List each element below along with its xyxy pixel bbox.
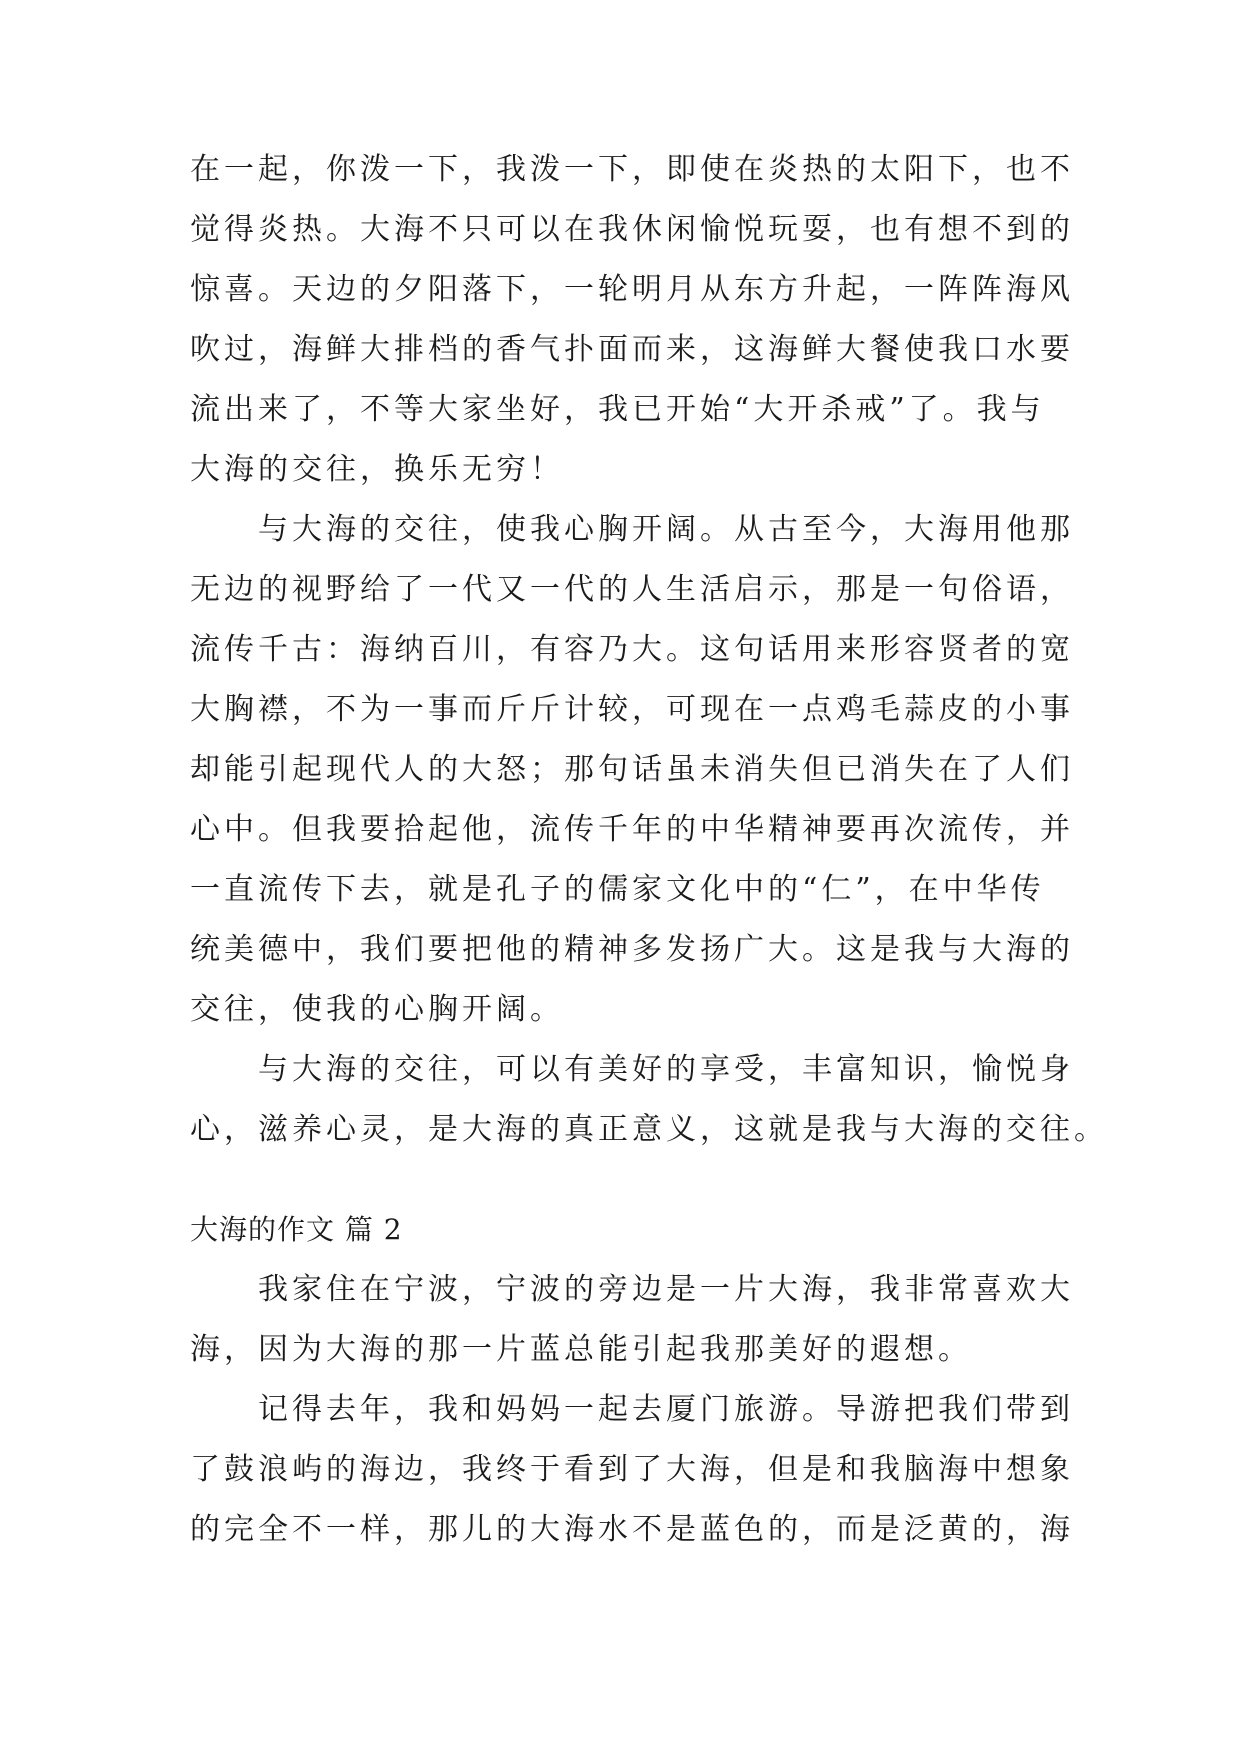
text-line: 流出来了，不等大家坐好，我已开始“大开杀戒”了。我与 <box>190 392 1045 427</box>
text-line: 心，滋养心灵，是大海的真正意义，这就是我与大海的交往。 <box>190 1112 1108 1147</box>
paragraph-start-line: 与大海的交往，使我心胸开阔。从古至今，大海用他那 <box>190 512 1074 547</box>
text-line: 大海的交往，换乐无穷！ <box>190 452 564 487</box>
section-heading: 大海的作文 篇 2 <box>190 1213 403 1246</box>
text-line: 交往，使我的心胸开阔。 <box>190 992 564 1027</box>
text-line: 惊喜。天边的夕阳落下，一轮明月从东方升起，一阵阵海风 <box>190 272 1074 307</box>
text-line: 海，因为大海的那一片蓝总能引起我那美好的遐想。 <box>190 1332 972 1367</box>
text-line: 统美德中，我们要把他的精神多发扬广大。这是我与大海的 <box>190 932 1074 967</box>
paragraph-start-line: 与大海的交往，可以有美好的享受，丰富知识，愉悦身 <box>190 1052 1074 1087</box>
text-line: 却能引起现代人的大怒；那句话虽未消失但已消失在了人们 <box>190 752 1074 787</box>
text-line: 吹过，海鲜大排档的香气扑面而来，这海鲜大餐使我口水要 <box>190 332 1074 367</box>
text-line: 无边的视野给了一代又一代的人生活启示，那是一句俗语， <box>190 572 1074 607</box>
text-line: 一直流传下去，就是孔子的儒家文化中的“仁”，在中华传 <box>190 872 1045 907</box>
text-line: 大胸襟，不为一事而斤斤计较，可现在一点鸡毛蒜皮的小事 <box>190 692 1074 727</box>
text-line: 在一起，你泼一下，我泼一下，即使在炎热的太阳下，也不 <box>190 152 1074 187</box>
paragraph-start-line: 我家住在宁波，宁波的旁边是一片大海，我非常喜欢大 <box>190 1272 1074 1307</box>
text-line: 流传千古：海纳百川，有容乃大。这句话用来形容贤者的宽 <box>190 632 1074 667</box>
text-line: 心中。但我要拾起他，流传千年的中华精神要再次流传，并 <box>190 812 1074 847</box>
text-line: 了鼓浪屿的海边，我终于看到了大海，但是和我脑海中想象 <box>190 1452 1074 1487</box>
paragraph-start-line: 记得去年，我和妈妈一起去厦门旅游。导游把我们带到 <box>190 1392 1074 1427</box>
text-line: 觉得炎热。大海不只可以在我休闲愉悦玩耍，也有想不到的 <box>190 212 1074 247</box>
text-line: 的完全不一样，那儿的大海水不是蓝色的，而是泛黄的，海 <box>190 1512 1074 1547</box>
